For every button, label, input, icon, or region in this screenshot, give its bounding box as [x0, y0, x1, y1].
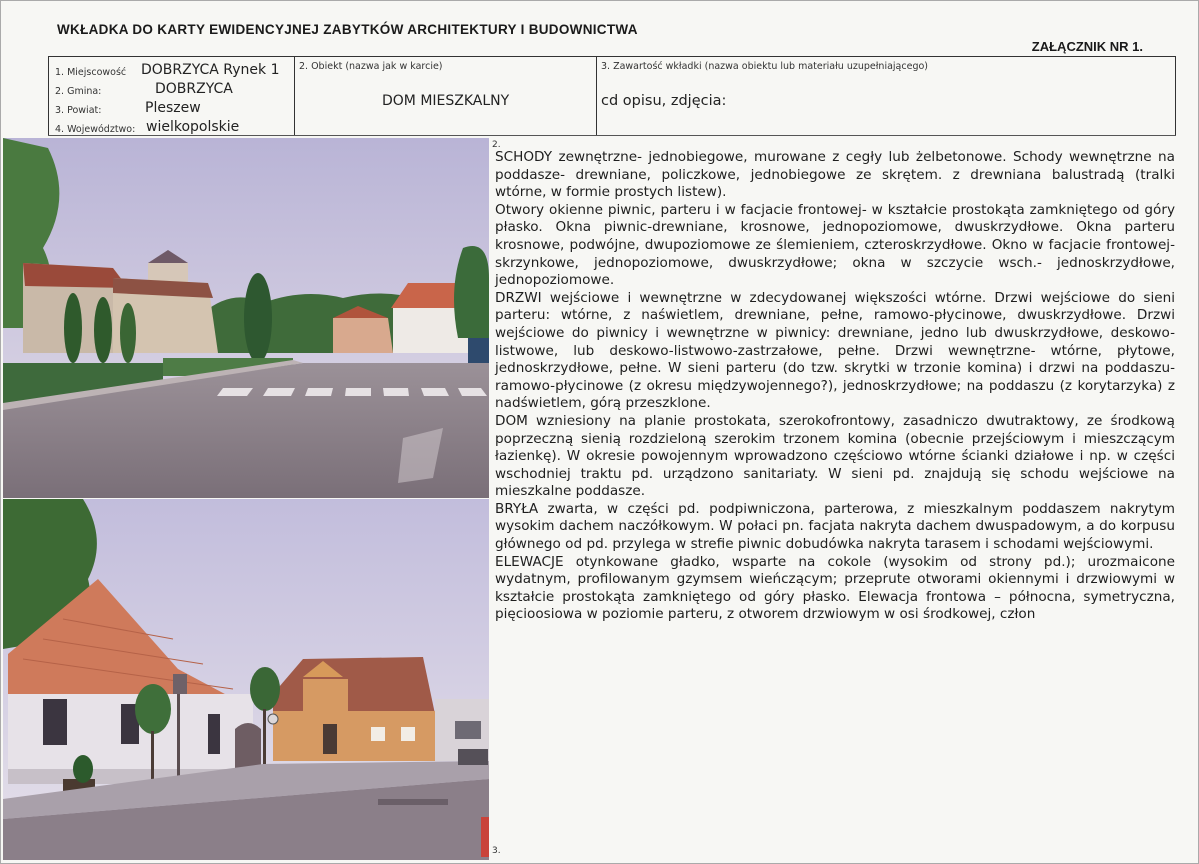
page-mark-bottom: 3.: [492, 846, 501, 856]
province-label: 4. Województwo:: [55, 124, 136, 135]
annex-number: ZAŁĄCZNIK NR 1.: [1031, 39, 1143, 54]
description-stairs: SCHODY zewnętrzne- jednobiegowe, murowane z cegły lub żelbetonowe. Schody wewnętrzne na poddasze- drewniane, policzkowe, jednobiegowe ze skrętem. z drewniana balustradą (tralki wtórne, w formie prostych listew).: [495, 149, 1175, 201]
town-label: 1. Miejscowość: [55, 67, 127, 78]
header-divider-2: [596, 57, 597, 135]
description-text: [495, 149, 1175, 624]
description-house-plan: DOM wzniesiony na planie prostokata, szerokofrontowy, zasadniczo dwutraktowy, ze środkową poprzeczną sienią rozdzieloną szerokim trzonem komina (obecnie przejściowym i mieszczącym łazienkę). W okresie powojennym wprowadzono częściowo wtórne ścianki działowe i np. w części wschodniej traktu pd. urządzono sanitariaty. W sieni pd. znajdują się schodu wejściowe na mieszkalne poddasze.: [495, 412, 1175, 500]
description-doors: DRZWI wejściowe i wewnętrzne w zdecydowanej większości wtórne. Drzwi wejściowe do sieni parteru: wtórne, z naświetlem, drewniane, pełne, ramowo-płycinowe, dwuskrzydłowe. Drzwi wejściowe do piwnicy i wewnętrzne w piwnicy: drewniane, jedno lub dwuskrzydłowe, deskowo-listwowe, lub deskowo-listwowo-zastrzałowe, pełne. Drzwi wewnętrzne- wtórne, płytowe, jednoskrzydłowe, pełne. W sieni parteru (do tzw. skrytki w trzonie komina) i drzwi na poddaszu- ramowo-płycinowe (z okresu międzywojennego?), jednoskrzydłowe; na poddaszu (z korytarzyka) z nadświetlem, górą przeszklone.: [495, 289, 1175, 412]
header-right-line: [1175, 57, 1176, 135]
header-bottom-line: [48, 135, 1176, 136]
photo-house-view: [3, 499, 489, 860]
content-value: cd opisu, zdjęcia:: [601, 93, 727, 109]
description-windows: Otwory okienne piwnic, parteru i w facjacie frontowej- w kształcie prostokąta zamkniętego od góry płasko. Okna piwnic-drewniane, krosnowe, jednopoziomowe, dwuskrzydłowe. Okna parteru krosnowe, podwójne, dwupoziomowe ze ślemieniem, czteroskrzydłowe. Okno w facjacie frontowej- skrzynkowe, jednopoziomowe, dwuskrzydłowe; okna w szczycie wsch.- jednoskrzydłowe, jednopoziomowe.: [495, 201, 1175, 289]
photo-square-view-image: [3, 138, 489, 498]
commune-value: DOBRZYCA: [155, 81, 233, 97]
province-value: wielkopolskie: [146, 119, 240, 135]
page-mark-top: 2.: [492, 140, 501, 150]
photo-house-view-image: [3, 499, 489, 860]
description-elevations: ELEWACJE otynkowane gładko, wsparte na cokole (wysokim od strony pd.); urozmaicone wydatnym, profilowanym gzymsem wieńczącym; przeprute otworami okiennymi i drzwiowymi w kształcie prostokąta zamkniętego od góry płasko. Elewacja frontowa – północna, symetryczna, pięcioosiowa w poziomie parteru, z otworem drzwiowym w osi środkowej, człon: [495, 553, 1175, 623]
object-value: DOM MIESZKALNY: [382, 93, 510, 109]
description-massing: BRYŁA zwarta, w części pd. podpiwniczona, parterowa, z mieszkalnym poddaszem nakrytym wysokim dachem naczółkowym. W połaci pn. facjata nakryta dachem dwuspadowym, a do korpusu głównego od pd. przylega w strefie piwnic dobudówka nakryta tarasem i schodami wejściowymi.: [495, 500, 1175, 553]
content-label: 3. Zawartość wkładki (nazwa obiektu lub materiału uzupełniającego): [601, 61, 928, 72]
document-title: WKŁADKA DO KARTY EWIDENCYJNEJ ZABYTKÓW ARCHITEKTURY I BUDOWNICTWA: [57, 22, 638, 37]
header-divider-1: [294, 57, 295, 135]
photo-square-view: [3, 138, 489, 498]
header-top-line: [48, 56, 1176, 57]
header-left-line: [48, 57, 49, 135]
commune-label: 2. Gmina:: [55, 86, 102, 97]
object-label: 2. Obiekt (nazwa jak w karcie): [299, 61, 443, 72]
district-value: Pleszew: [145, 100, 201, 116]
district-label: 3. Powiat:: [55, 105, 102, 116]
town-value: DOBRZYCA Rynek 1: [141, 62, 280, 78]
